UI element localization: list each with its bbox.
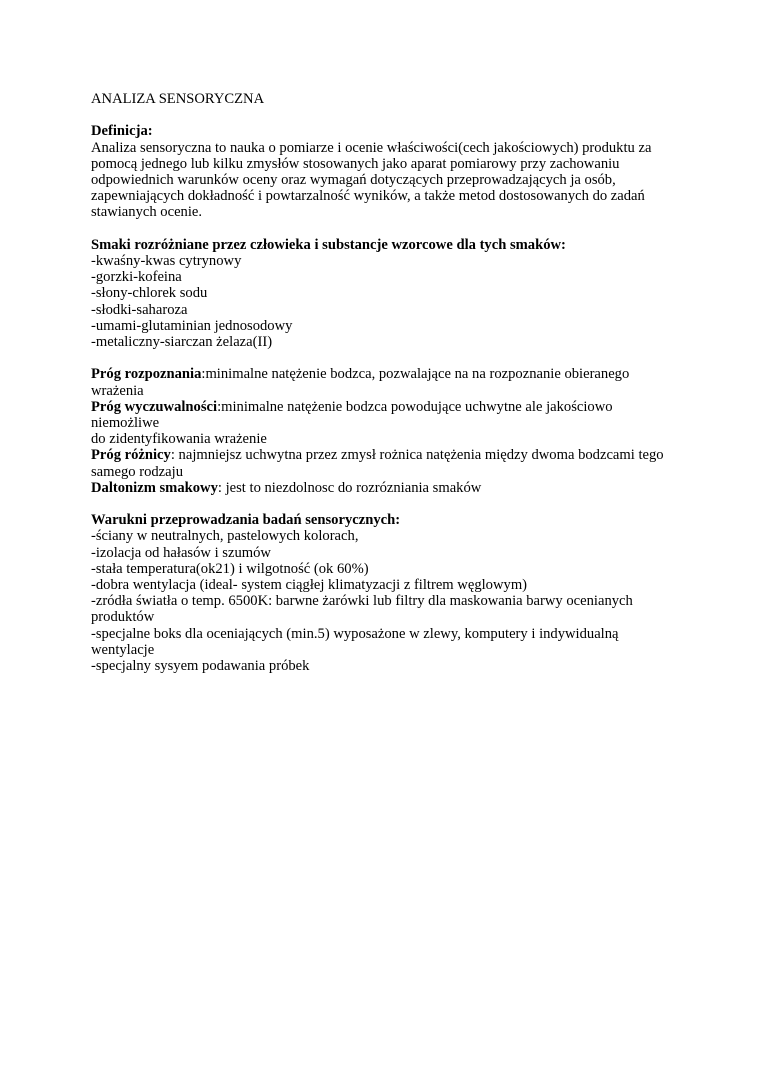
recognition-threshold (91, 366, 681, 398)
condition-item: -zródła światła o temp. 6500K: barwne żarówki lub filtry dla maskowania barwy ocenianych (91, 593, 633, 610)
tastes-heading: Smaki rozróżniane przez człowieka i substancje wzorcowe dla tych smaków: (91, 236, 566, 253)
difference-term: Próg różnicy (91, 447, 171, 464)
condition-item: -dobra wentylacja (ideal- system ciągłej klimatyzacji z filtrem węglowym) (91, 577, 528, 594)
conditions-heading: Warukni przeprowadzania badań sensorycznych: (91, 512, 401, 529)
recognition-text: :minimalne natężenie bodzca, pozwalające na na rozpoznanie obieranego wrażenia (91, 366, 630, 399)
condition-item: produktów (91, 609, 155, 626)
taste-item: -kwaśny-kwas cytrynowy (91, 253, 242, 269)
difference-text: : najmniejsz uchwytna przez zmysł rożnica natężenia między dwoma bodzcami tego (170, 447, 664, 464)
taste-item: -słony-chlorek sodu (91, 285, 208, 302)
definition-line: Analiza sensoryczna to nauka o pomiarze i ocenie właściwości(cech jakościowych) produktu za (91, 139, 652, 156)
taste-item: -umami-glutaminian jednosodowy (91, 317, 293, 334)
taste-daltonism (91, 480, 681, 496)
definition-heading: Definicja: (91, 123, 153, 140)
condition-item: -izolacja od hałasów i szumów (91, 544, 271, 561)
detection-text: :minimalne natężenie bodzca powodujące uchwytne ale jakościowo niemożliwe (91, 398, 613, 432)
taste-item: -metaliczny-siarczan żelaza(II) (91, 334, 273, 351)
condition-item: -stała temperatura(ok21) i wilgotność (ok 60%) (91, 560, 369, 577)
detection-threshold (91, 399, 681, 431)
spacer (91, 350, 681, 366)
condition-item: -specjalny sysyem podawania próbek (91, 658, 310, 675)
condition-item: -specjalne boks dla oceniających (min.5) wyposażone w zlewy, komputery i indywidualną wentylacje (91, 625, 619, 658)
detection-term: Próg wyczuwalności (91, 398, 218, 415)
definition-line: stawianych ocenie. (91, 204, 203, 221)
document-page (91, 91, 681, 674)
definition-line: zapewniających dokładność i powtarzalność wyników, a także metod dostosowanych do zadań (91, 188, 645, 205)
document-title: ANALIZA SENSORYCZNA (91, 91, 265, 107)
difference-text-cont: samego rodzaju (91, 463, 183, 480)
taste-item: -gorzki-kofeina (91, 269, 182, 286)
definition-line: pomocą jednego lub kilku zmysłów stosowanych jako aparat pomiarowy przy zachowaniu (91, 155, 620, 172)
spacer (91, 107, 681, 123)
daltonism-term: Daltonizm smakowy (91, 479, 218, 496)
difference-threshold (91, 447, 681, 463)
condition-item: -ściany w neutralnych, pastelowych kolorach, (91, 528, 359, 545)
detection-text-cont: do zidentyfikowania wrażenie (91, 431, 267, 448)
recognition-term: Próg rozpoznania (91, 366, 202, 383)
daltonism-text: : jest to niezdolnosc do rozrózniania smaków (217, 479, 482, 496)
spacer (91, 221, 681, 237)
definition-line: odpowiednich warunków oceny oraz wymagań dotyczących przeprowadzających ja osób, (91, 172, 616, 188)
taste-item: -słodki-saharoza (91, 301, 188, 318)
spacer (91, 496, 681, 512)
